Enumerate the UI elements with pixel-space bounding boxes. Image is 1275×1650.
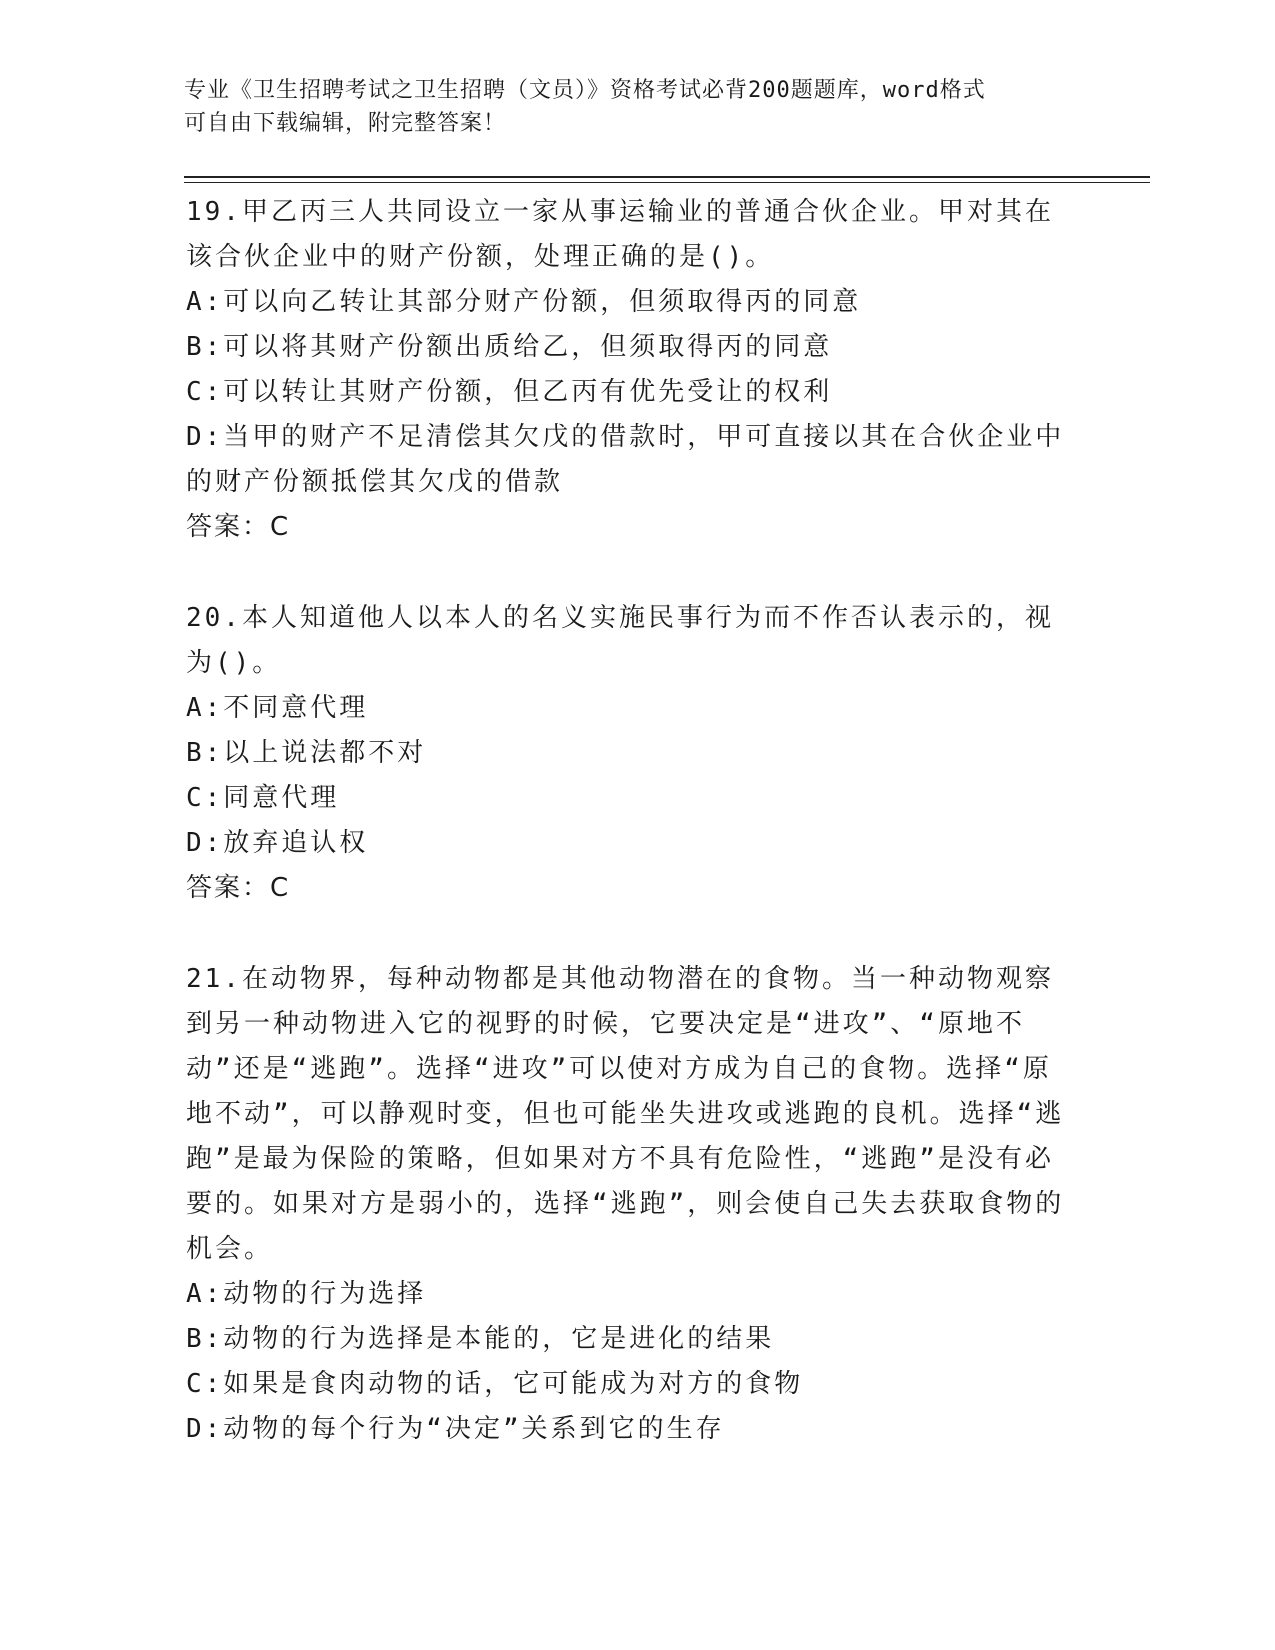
option-a: A:不同意代理 xyxy=(186,693,369,723)
question-21 xyxy=(186,957,1076,1452)
question-list xyxy=(186,190,1076,1498)
header-line-1: 专业《卫生招聘考试之卫生招聘（文员）》资格考试必背200题题库，word格式 xyxy=(184,78,986,103)
question-20 xyxy=(186,596,1076,911)
question-19 xyxy=(186,190,1076,550)
question-stem: 19.甲乙丙三人共同设立一家从事运输业的普通合伙企业。甲对其在该合伙企业中的财产份额，处理正确的是()。 xyxy=(186,197,1054,272)
option-d: D:动物的每个行为“决定”关系到它的生存 xyxy=(186,1414,725,1444)
header-divider-thin xyxy=(184,182,1150,183)
option-d: D:放弃追认权 xyxy=(186,828,369,858)
answer-label: 答案：C xyxy=(186,512,291,542)
question-stem: 20.本人知道他人以本人的名义实施民事行为而不作否认表示的，视为()。 xyxy=(186,603,1054,678)
question-stem: 21.在动物界，每种动物都是其他动物潜在的食物。当一种动物观察到另一种动物进入它的视野的时候，它要决定是“进攻”、“原地不动”还是“逃跑”。选择“进攻”可以使对方成为自己的食物。选择“原地不动”，可以静观时变，但也可能坐失进攻或逃跑的良机。选择“逃跑”是最为保险的策略，但如果对方不具有危险性，“逃跑”是没有必要的。如果对方是弱小的，选择“逃跑”，则会使自己失去获取食物的机会。 xyxy=(186,964,1065,1264)
document-header xyxy=(184,74,1064,140)
option-c: C:如果是食肉动物的话，它可能成为对方的食物 xyxy=(186,1369,804,1399)
option-b: B:可以将其财产份额出质给乙，但须取得丙的同意 xyxy=(186,332,833,362)
header-line-2: 可自由下载编辑，附完整答案！ xyxy=(184,111,507,136)
option-a: A:动物的行为选择 xyxy=(186,1279,427,1309)
option-a: A:可以向乙转让其部分财产份额，但须取得丙的同意 xyxy=(186,287,862,317)
option-c: C:可以转让其财产份额，但乙丙有优先受让的权利 xyxy=(186,377,833,407)
option-b: B:以上说法都不对 xyxy=(186,738,427,768)
answer-label: 答案：C xyxy=(186,873,291,903)
header-divider-thick xyxy=(184,176,1150,178)
option-c: C:同意代理 xyxy=(186,783,340,813)
option-b: B:动物的行为选择是本能的，它是进化的结果 xyxy=(186,1324,775,1354)
option-d: D:当甲的财产不足清偿其欠戊的借款时，甲可直接以其在合伙企业中的财产份额抵偿其欠戊的借款 xyxy=(186,422,1065,497)
